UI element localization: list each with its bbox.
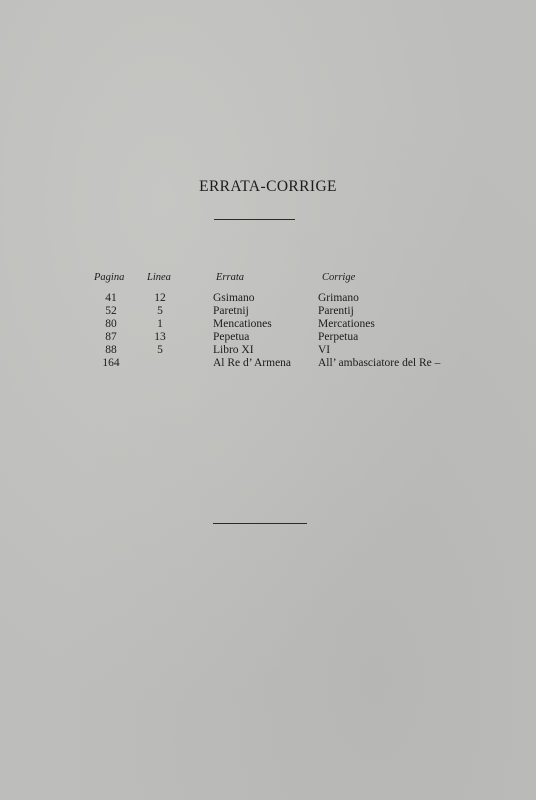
- errata-row: [0, 318, 536, 331]
- correction-text: Parentij: [318, 305, 354, 317]
- error-text: Gsimano: [213, 292, 255, 304]
- header-linea: Linea: [147, 272, 171, 283]
- page-number: 80: [105, 318, 117, 330]
- correction-text: All’ ambasciatore del Re –: [318, 357, 441, 369]
- errata-row: [0, 305, 536, 318]
- header-errata: Errata: [216, 272, 245, 283]
- line-number: 1: [157, 318, 163, 330]
- page-title: ERRATA-CORRIGE: [199, 178, 337, 195]
- header-corrige: Corrige: [322, 272, 356, 283]
- error-text: Al Re d’ Armena: [213, 357, 292, 369]
- error-text: Libro XI: [213, 344, 254, 356]
- header-pagina: Pagina: [94, 272, 125, 283]
- error-text: Paretnij: [213, 305, 249, 317]
- line-number: 12: [154, 292, 166, 304]
- errata-row: [0, 344, 536, 357]
- page-number: 87: [105, 331, 117, 343]
- error-text: Pepetua: [213, 331, 250, 343]
- errata-row: [0, 331, 536, 344]
- end-divider: [213, 523, 307, 524]
- error-text: Mencationes: [213, 318, 272, 330]
- line-number: 5: [157, 305, 163, 317]
- correction-text: Mercationes: [318, 318, 375, 330]
- line-number: 5: [157, 344, 163, 356]
- line-number: 13: [154, 331, 166, 343]
- page-number: 52: [105, 305, 117, 317]
- page-number: 164: [102, 357, 120, 369]
- correction-text: Perpetua: [318, 331, 359, 343]
- errata-row: [0, 292, 536, 305]
- correction-text: Grimano: [318, 292, 359, 304]
- page-number: 88: [105, 344, 117, 356]
- page-number: 41: [105, 292, 117, 304]
- errata-row: [0, 357, 536, 370]
- correction-text: VI: [318, 344, 331, 356]
- title-divider: [214, 219, 295, 220]
